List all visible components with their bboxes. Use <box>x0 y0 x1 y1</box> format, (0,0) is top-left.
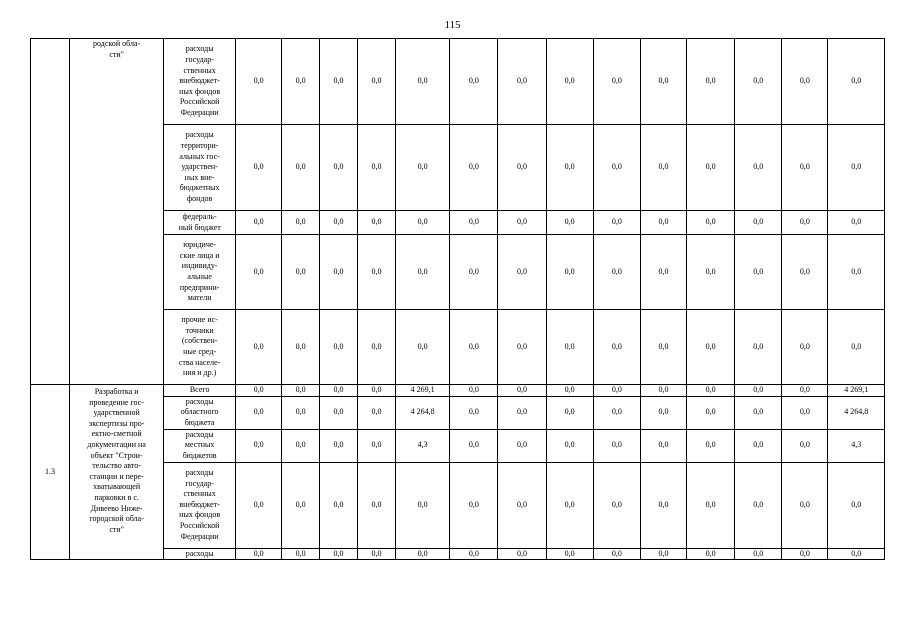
value-cell: 0,0 <box>640 429 686 462</box>
value-cell: 4 269,1 <box>395 385 449 397</box>
value-cell: 0,0 <box>282 125 320 211</box>
activity-name-cell: Разработка и проведение гос- ударственной экспертизы про- ектно-сметной документации на объект "Строи- тельство авто- станции и пере- хватывающей парковки в с. Дивеево Ниже- городской обла- сти" <box>69 385 163 560</box>
value-cell: 0,0 <box>320 396 358 429</box>
value-cell: 0,0 <box>735 548 782 560</box>
value-cell: 0,0 <box>546 39 593 125</box>
value-cell: 0,0 <box>357 211 395 235</box>
value-cell: 0,0 <box>593 310 640 385</box>
value-cell: 0,0 <box>687 125 735 211</box>
value-cell: 0,0 <box>282 429 320 462</box>
funding-source-cell: расходы местных бюджетов <box>164 429 236 462</box>
value-cell: 0,0 <box>498 548 546 560</box>
value-cell: 0,0 <box>782 396 828 429</box>
activity-name-cell: родской обла- сти" <box>69 39 163 385</box>
value-cell: 0,0 <box>320 211 358 235</box>
value-cell: 0,0 <box>828 310 885 385</box>
value-cell: 0,0 <box>236 385 282 397</box>
value-cell: 0,0 <box>687 39 735 125</box>
value-cell: 0,0 <box>687 235 735 310</box>
value-cell: 0,0 <box>357 462 395 548</box>
value-cell: 0,0 <box>735 385 782 397</box>
value-cell: 0,0 <box>498 310 546 385</box>
value-cell: 0,0 <box>546 462 593 548</box>
value-cell: 0,0 <box>498 396 546 429</box>
value-cell: 0,0 <box>546 211 593 235</box>
value-cell: 0,0 <box>357 235 395 310</box>
funding-source-cell: расходы <box>164 548 236 560</box>
value-cell: 0,0 <box>593 235 640 310</box>
value-cell: 0,0 <box>236 211 282 235</box>
value-cell: 0,0 <box>782 385 828 397</box>
value-cell: 0,0 <box>320 429 358 462</box>
row-number-cell <box>31 39 70 385</box>
value-cell: 0,0 <box>498 235 546 310</box>
value-cell: 0,0 <box>782 310 828 385</box>
value-cell: 0,0 <box>236 125 282 211</box>
value-cell: 0,0 <box>450 396 498 429</box>
value-cell: 0,0 <box>593 211 640 235</box>
value-cell: 0,0 <box>498 125 546 211</box>
value-cell: 0,0 <box>593 39 640 125</box>
value-cell: 0,0 <box>450 39 498 125</box>
value-cell: 0,0 <box>687 462 735 548</box>
value-cell: 0,0 <box>687 396 735 429</box>
value-cell: 0,0 <box>320 310 358 385</box>
value-cell: 0,0 <box>782 462 828 548</box>
value-cell: 0,0 <box>395 39 449 125</box>
value-cell: 0,0 <box>498 39 546 125</box>
value-cell: 0,0 <box>828 125 885 211</box>
value-cell: 4,3 <box>395 429 449 462</box>
value-cell: 0,0 <box>640 548 686 560</box>
value-cell: 0,0 <box>735 39 782 125</box>
value-cell: 0,0 <box>282 211 320 235</box>
value-cell: 0,0 <box>687 310 735 385</box>
value-cell: 4 264,8 <box>828 396 885 429</box>
value-cell: 0,0 <box>640 235 686 310</box>
value-cell: 0,0 <box>450 125 498 211</box>
value-cell: 0,0 <box>735 235 782 310</box>
value-cell: 0,0 <box>395 235 449 310</box>
value-cell: 0,0 <box>687 548 735 560</box>
value-cell: 0,0 <box>640 462 686 548</box>
value-cell: 0,0 <box>498 429 546 462</box>
value-cell: 0,0 <box>828 39 885 125</box>
value-cell: 0,0 <box>236 310 282 385</box>
value-cell: 0,0 <box>782 235 828 310</box>
value-cell: 0,0 <box>320 462 358 548</box>
value-cell: 0,0 <box>395 125 449 211</box>
value-cell: 0,0 <box>640 39 686 125</box>
row-number-cell: 1.3 <box>31 385 70 560</box>
value-cell: 0,0 <box>357 548 395 560</box>
table-row <box>31 385 885 397</box>
value-cell: 0,0 <box>282 235 320 310</box>
value-cell: 0,0 <box>450 462 498 548</box>
value-cell: 0,0 <box>640 310 686 385</box>
value-cell: 0,0 <box>357 396 395 429</box>
value-cell: 0,0 <box>450 429 498 462</box>
value-cell: 0,0 <box>320 548 358 560</box>
value-cell: 0,0 <box>735 396 782 429</box>
value-cell: 0,0 <box>395 310 449 385</box>
table-row <box>31 39 885 125</box>
value-cell: 0,0 <box>282 310 320 385</box>
funding-source-cell: расходы государ- ственных внебюджет- ных фондов Российской Федерации <box>164 39 236 125</box>
value-cell: 0,0 <box>828 462 885 548</box>
value-cell: 0,0 <box>640 385 686 397</box>
value-cell: 0,0 <box>395 462 449 548</box>
value-cell: 0,0 <box>546 396 593 429</box>
value-cell: 0,0 <box>593 429 640 462</box>
value-cell: 0,0 <box>357 385 395 397</box>
value-cell: 0,0 <box>450 310 498 385</box>
value-cell: 0,0 <box>236 429 282 462</box>
funding-source-cell: расходы территори- альных гос- ударствен- ных вне- бюджетных фондов <box>164 125 236 211</box>
value-cell: 0,0 <box>593 548 640 560</box>
value-cell: 0,0 <box>593 385 640 397</box>
value-cell: 0,0 <box>687 211 735 235</box>
value-cell: 0,0 <box>236 462 282 548</box>
value-cell: 0,0 <box>546 235 593 310</box>
funding-source-cell: прочие ис- точники (собствен- ные сред- ства населе- ния и др.) <box>164 310 236 385</box>
value-cell: 0,0 <box>282 385 320 397</box>
funding-source-cell: расходы государ- ственных внебюджет- ных фондов Российской Федерации <box>164 462 236 548</box>
value-cell: 0,0 <box>735 429 782 462</box>
budget-table <box>30 38 885 560</box>
value-cell: 0,0 <box>546 310 593 385</box>
value-cell: 0,0 <box>498 385 546 397</box>
funding-source-cell: расходы областного бюджета <box>164 396 236 429</box>
value-cell: 0,0 <box>640 211 686 235</box>
value-cell: 0,0 <box>282 548 320 560</box>
value-cell: 0,0 <box>546 125 593 211</box>
value-cell: 0,0 <box>357 39 395 125</box>
funding-source-cell: федераль- ный бюджет <box>164 211 236 235</box>
funding-source-cell: Всего <box>164 385 236 397</box>
value-cell: 0,0 <box>546 385 593 397</box>
value-cell: 0,0 <box>735 211 782 235</box>
value-cell: 0,0 <box>735 310 782 385</box>
value-cell: 0,0 <box>395 548 449 560</box>
value-cell: 0,0 <box>828 235 885 310</box>
value-cell: 0,0 <box>450 235 498 310</box>
value-cell: 0,0 <box>498 211 546 235</box>
value-cell: 0,0 <box>593 396 640 429</box>
value-cell: 0,0 <box>236 235 282 310</box>
value-cell: 0,0 <box>236 548 282 560</box>
value-cell: 0,0 <box>282 396 320 429</box>
value-cell: 0,0 <box>357 429 395 462</box>
value-cell: 0,0 <box>450 548 498 560</box>
page-number: 115 <box>444 19 461 31</box>
value-cell: 0,0 <box>782 211 828 235</box>
value-cell: 0,0 <box>320 235 358 310</box>
value-cell: 0,0 <box>450 385 498 397</box>
value-cell: 0,0 <box>320 125 358 211</box>
value-cell: 4 264,8 <box>395 396 449 429</box>
value-cell: 0,0 <box>395 211 449 235</box>
value-cell: 0,0 <box>236 396 282 429</box>
value-cell: 0,0 <box>687 385 735 397</box>
value-cell: 0,0 <box>282 39 320 125</box>
value-cell: 4,3 <box>828 429 885 462</box>
value-cell: 0,0 <box>640 125 686 211</box>
value-cell: 4 269,1 <box>828 385 885 397</box>
value-cell: 0,0 <box>828 211 885 235</box>
value-cell: 0,0 <box>782 39 828 125</box>
value-cell: 0,0 <box>782 125 828 211</box>
value-cell: 0,0 <box>357 125 395 211</box>
value-cell: 0,0 <box>640 396 686 429</box>
value-cell: 0,0 <box>282 462 320 548</box>
value-cell: 0,0 <box>357 310 395 385</box>
value-cell: 0,0 <box>782 548 828 560</box>
value-cell: 0,0 <box>593 462 640 548</box>
value-cell: 0,0 <box>593 125 640 211</box>
value-cell: 0,0 <box>320 39 358 125</box>
value-cell: 0,0 <box>546 548 593 560</box>
value-cell: 0,0 <box>236 39 282 125</box>
value-cell: 0,0 <box>828 548 885 560</box>
value-cell: 0,0 <box>320 385 358 397</box>
value-cell: 0,0 <box>782 429 828 462</box>
value-cell: 0,0 <box>687 429 735 462</box>
funding-source-cell: юридиче- ские лица и индивиду- альные предприни- матели <box>164 235 236 310</box>
value-cell: 0,0 <box>735 462 782 548</box>
value-cell: 0,0 <box>450 211 498 235</box>
value-cell: 0,0 <box>498 462 546 548</box>
value-cell: 0,0 <box>546 429 593 462</box>
value-cell: 0,0 <box>735 125 782 211</box>
